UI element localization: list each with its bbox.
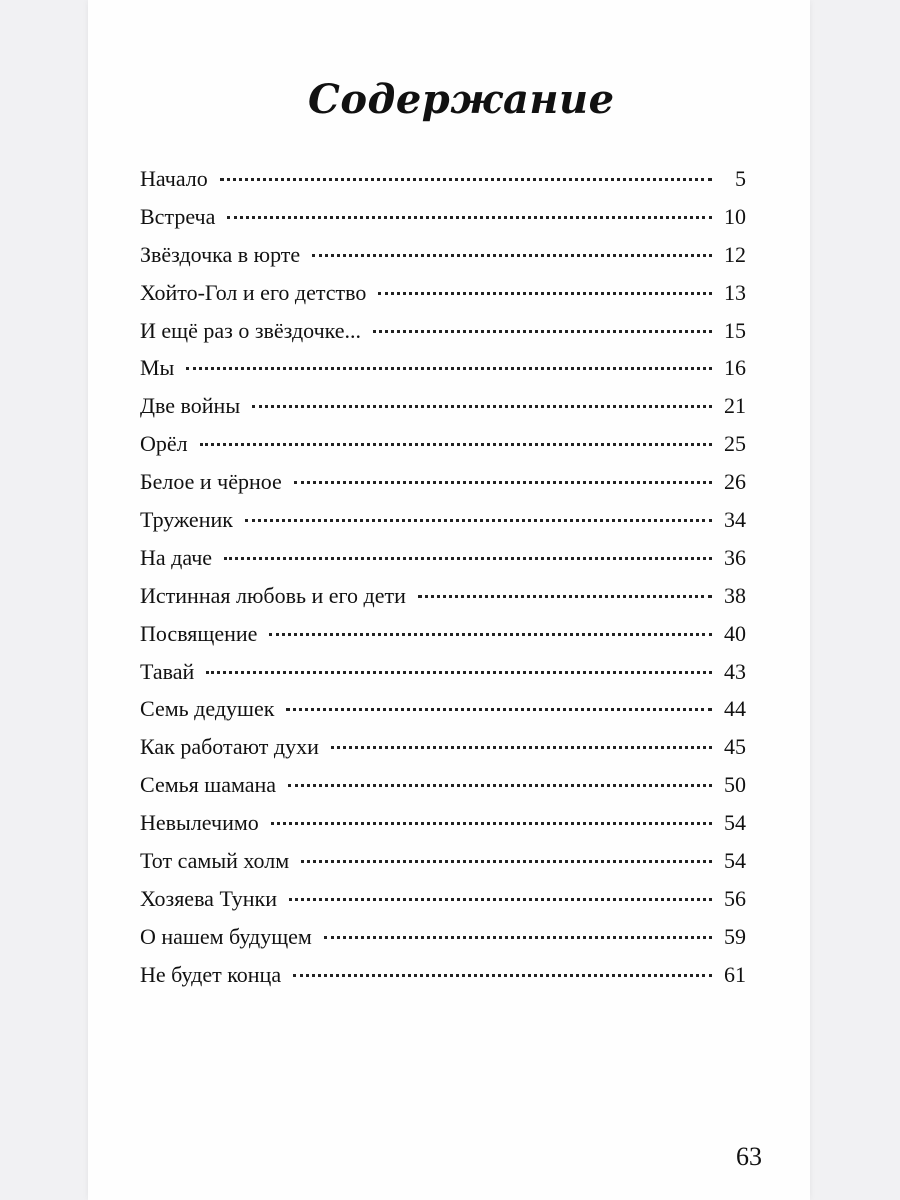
- toc-entry-page: 43: [724, 658, 746, 684]
- toc-entry: [140, 696, 746, 734]
- toc-entry-page: 34: [724, 507, 746, 533]
- toc-entry-page: 56: [724, 885, 746, 911]
- dot-leader: [289, 898, 712, 901]
- toc-entry-page: 16: [724, 355, 746, 381]
- dot-leader: [312, 254, 712, 257]
- toc-entry-title: Звёздочка в юрте: [140, 241, 301, 267]
- toc-entry-title: Белое и чёрное: [140, 469, 282, 495]
- dot-leader: [206, 671, 712, 674]
- toc-entry-page: 5: [735, 166, 746, 191]
- toc-entry-page: 59: [724, 923, 746, 949]
- page-title: Содержание: [308, 76, 615, 123]
- toc-entry: [140, 242, 746, 280]
- dot-leader: [288, 784, 712, 787]
- toc-entry-title: Семь дедушек: [140, 696, 275, 722]
- toc-entry-page: 61: [724, 961, 746, 987]
- dot-leader: [227, 216, 712, 219]
- toc-entry-page: 13: [724, 279, 746, 305]
- dot-leader: [286, 708, 712, 711]
- dot-leader: [331, 746, 712, 749]
- toc-entry-title: Невылечимо: [140, 810, 259, 836]
- toc-entry-title: Орёл: [140, 431, 188, 457]
- toc-entry-title: Не будет конца: [140, 961, 282, 987]
- toc-entry: [140, 810, 746, 848]
- toc-entry-page: 36: [724, 544, 746, 570]
- toc-entry: [140, 318, 746, 356]
- toc-entry: [140, 166, 746, 204]
- toc-entry-page: 45: [724, 734, 746, 760]
- dot-leader: [301, 860, 712, 863]
- toc-entry: [140, 772, 746, 810]
- toc-entry: [140, 886, 746, 924]
- toc-entry-title: Две войны: [140, 393, 241, 419]
- toc-entry: [140, 621, 746, 659]
- toc-entry: [140, 924, 746, 962]
- dot-leader: [293, 974, 712, 977]
- toc-entry-title: Начало: [140, 166, 208, 191]
- toc-entry-title: Как работают духи: [140, 734, 319, 760]
- toc-entry-title: Тот самый холм: [140, 848, 290, 874]
- table-of-contents: [140, 166, 746, 1000]
- toc-entry: [140, 469, 746, 507]
- dot-leader: [186, 367, 712, 370]
- toc-entry: [140, 280, 746, 318]
- toc-entry-page: 44: [724, 696, 746, 722]
- page-number: 63: [736, 1142, 762, 1171]
- toc-entry: [140, 545, 746, 583]
- toc-entry: [140, 393, 746, 431]
- toc-entry-page: 25: [724, 431, 746, 457]
- toc-entry: [140, 431, 746, 469]
- toc-entry-title: Труженик: [140, 507, 233, 533]
- dot-leader: [373, 330, 712, 333]
- toc-entry-page: 12: [724, 241, 746, 267]
- toc-entry: [140, 204, 746, 242]
- dot-leader: [269, 633, 712, 636]
- toc-entry-page: 21: [724, 393, 746, 419]
- toc-entry-page: 50: [724, 772, 746, 798]
- dot-leader: [245, 519, 712, 522]
- toc-entry-title: Хозяева Тунки: [140, 885, 278, 911]
- toc-entry-page: 10: [724, 203, 746, 229]
- toc-entry-page: 38: [724, 582, 746, 608]
- toc-entry-title: Мы: [140, 355, 175, 381]
- toc-entry-title: Тавай: [140, 658, 195, 684]
- toc-entry-page: 15: [724, 317, 746, 343]
- dot-leader: [294, 481, 712, 484]
- toc-entry-title: О нашем будущем: [140, 923, 312, 949]
- toc-entry-title: И ещё раз о звёздочке...: [140, 317, 362, 343]
- toc-entry-title: Посвящение: [140, 620, 258, 646]
- dot-leader: [418, 595, 712, 598]
- toc-entry-title: Хойто-Гол и его детство: [140, 279, 367, 305]
- dot-leader: [271, 822, 712, 825]
- dot-leader: [224, 557, 712, 560]
- dot-leader: [324, 936, 712, 939]
- dot-leader: [200, 443, 712, 446]
- toc-entry: [140, 507, 746, 545]
- toc-entry: [140, 659, 746, 697]
- dot-leader: [378, 292, 712, 295]
- dot-leader: [252, 405, 712, 408]
- toc-entry-page: 54: [724, 810, 746, 836]
- dot-leader: [220, 178, 712, 181]
- toc-entry-page: 40: [724, 620, 746, 646]
- toc-entry-title: На даче: [140, 544, 213, 570]
- toc-entry: [140, 583, 746, 621]
- toc-entry-title: Истинная любовь и его дети: [140, 582, 406, 608]
- toc-entry: [140, 355, 746, 393]
- toc-entry-page: 26: [724, 469, 746, 495]
- toc-entry: [140, 734, 746, 772]
- toc-entry-title: Семья шамана: [140, 772, 277, 798]
- toc-entry-title: Встреча: [140, 203, 216, 229]
- toc-entry: [140, 848, 746, 886]
- toc-entry-page: 54: [724, 848, 746, 874]
- toc-entry: [140, 962, 746, 1000]
